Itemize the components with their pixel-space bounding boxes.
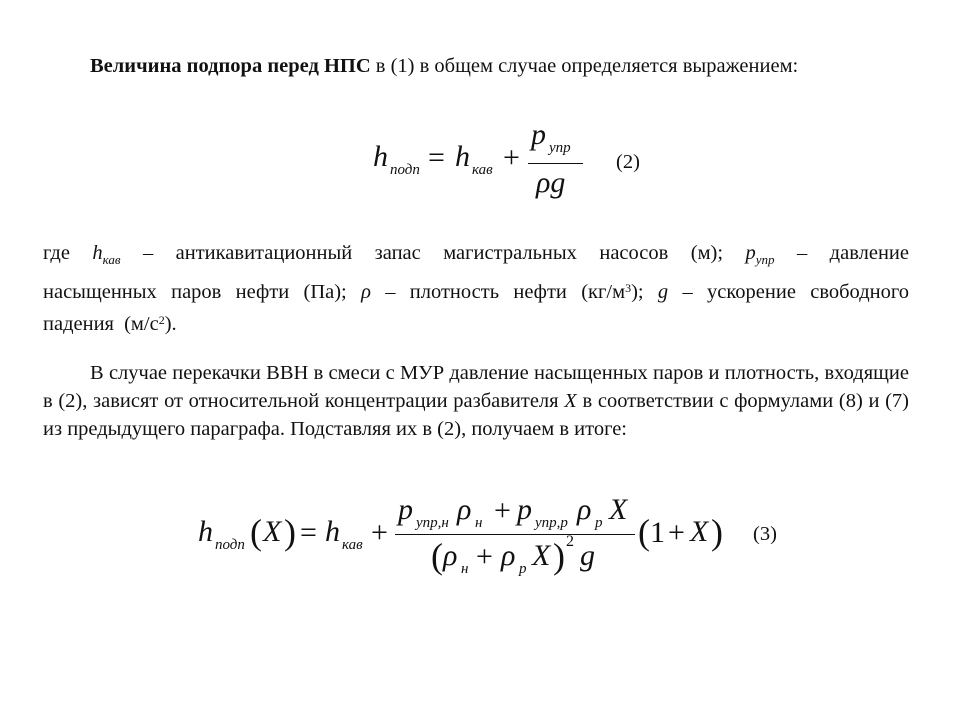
eq2-term1-sub: кав	[472, 162, 493, 178]
eq3-den-g: g	[580, 539, 595, 572]
mix-text-1: В случае перекачки ВВН в смеси с МУР давление насыщенных паров и плотность, входящие в (2), зависят от относительной концентрации разбавителя	[43, 362, 909, 412]
eq2-num-var: p	[531, 118, 546, 151]
eq2-term1-var: h	[455, 140, 470, 173]
eq3-den-rho2: ρ	[501, 539, 516, 572]
eq3-lhs-var: h	[198, 515, 213, 548]
eq3-den-rho1: ρ	[443, 539, 458, 572]
def-p-var: p	[745, 242, 756, 264]
eq3-den-close-paren: )	[553, 536, 565, 576]
def-h-var: h	[92, 242, 103, 264]
eq3-num-rho1: ρ	[457, 493, 472, 526]
eq3-den-rho1-sub: н	[461, 561, 469, 577]
eq2-num-sub: упр	[549, 140, 571, 156]
mix-text-2: в соответствии с формулами (8) и (7) из предыдущего параграфа. Подставляя их в (2), получаем в итоге:	[43, 390, 909, 440]
eq3-num-rho1-sub: н	[475, 515, 483, 531]
def-rho-close: );	[631, 281, 658, 303]
eq2-fraction-bar	[528, 163, 583, 164]
def-g-sup: 2	[158, 313, 165, 327]
eq2-number: (2)	[616, 151, 640, 173]
def-rho-sup: 3	[625, 281, 632, 295]
eq3-lhs-arg: X	[263, 515, 282, 548]
eq3-factor-close-paren: )	[711, 512, 723, 552]
paragraph-mixture	[43, 359, 909, 443]
eq3-num-plus: +	[494, 494, 511, 527]
eq3-lhs-close-paren: )	[284, 512, 296, 552]
eq3-factor-open-paren: (	[638, 512, 650, 552]
eq3-num-p2-sub: упр,р	[535, 515, 568, 531]
intro-bold-lead: Величина подпора перед НПС	[90, 55, 371, 77]
def-p-text: – давление насыщенных паров нефти (Па);	[43, 242, 909, 303]
eq3-den-sup: 2	[566, 533, 574, 550]
mix-x-var: X	[564, 390, 577, 412]
eq2-denominator: ρg	[536, 166, 566, 199]
eq3-lhs-open-paren: (	[250, 512, 262, 552]
eq3-factor-x: X	[690, 515, 709, 548]
eq3-den-x: X	[532, 539, 551, 572]
eq3-num-p2: p	[517, 493, 532, 526]
eq2-lhs-var: h	[373, 140, 388, 173]
def-g-close: ).	[164, 313, 177, 335]
def-p-sub: упр	[755, 252, 775, 267]
eq3-den-rho2-sub: р	[519, 561, 527, 577]
eq3-num-rho2: ρ	[577, 493, 592, 526]
eq3-den-open-paren: (	[431, 536, 443, 576]
paragraph-definitions	[43, 239, 909, 338]
eq2-plus: +	[503, 141, 520, 174]
eq3-num-rho2-sub: р	[595, 515, 603, 531]
eq3-num-p1-sub: упр,н	[416, 515, 449, 531]
eq3-den-plus: +	[476, 540, 493, 573]
eq3-plus: +	[371, 516, 388, 549]
def-g-var: g	[657, 281, 669, 303]
eq2-lhs-sub: подп	[390, 162, 420, 178]
def-rho-var: ρ	[361, 281, 371, 303]
eq3-hk-sub: кав	[342, 537, 363, 553]
eq3-num-p1: p	[398, 493, 413, 526]
eq2-equals: =	[428, 141, 445, 174]
intro-rest: в (1) в общем случае определяется выражением:	[370, 55, 799, 77]
eq3-lhs-sub: подп	[215, 537, 245, 553]
eq3-factor-plus: +	[668, 516, 685, 549]
eq3-num-x: X	[609, 493, 628, 526]
def-h-text: – антикавитационный запас магистральных насосов (м);	[120, 242, 746, 264]
def-rho-text: – плотность нефти (кг/м	[370, 281, 626, 303]
eq3-equals: =	[300, 516, 317, 549]
eq3-hk-var: h	[325, 515, 340, 548]
def-where: где	[43, 242, 93, 264]
eq3-number: (3)	[753, 523, 777, 545]
def-g-text: – ускорение свободного падения (м/с	[43, 281, 910, 335]
eq3-factor-one: 1	[650, 516, 665, 549]
def-h-sub: кав	[102, 252, 121, 267]
paragraph-intro	[43, 52, 909, 80]
